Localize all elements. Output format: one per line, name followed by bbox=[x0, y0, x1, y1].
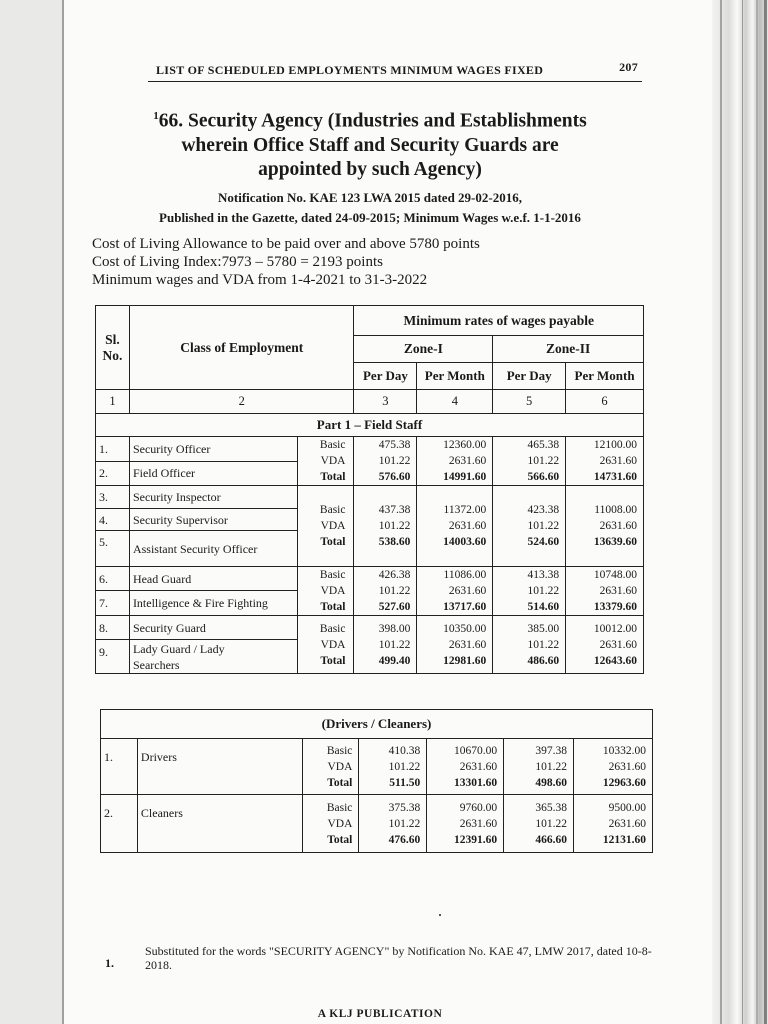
wages-table-field-staff bbox=[95, 305, 644, 674]
drivers-cleaners-title: (Drivers / Cleaners) bbox=[101, 710, 653, 739]
employment-class: Head Guard bbox=[129, 567, 297, 591]
employment-class: Intelligence & Fire Fighting bbox=[129, 591, 297, 616]
row-sl: 2. bbox=[101, 795, 138, 853]
wage-labels: Basic VDA Total bbox=[303, 739, 359, 795]
z2-per-day: 397.38 101.22 498.60 bbox=[504, 739, 574, 795]
header-zone-2: Zone-II bbox=[493, 336, 644, 363]
z1-per-day: 475.38 101.22 576.60 bbox=[354, 437, 417, 486]
employment-class: Security Inspector bbox=[129, 486, 297, 509]
z2-per-month: 10748.00 2631.60 13379.60 bbox=[566, 567, 644, 616]
z1-per-day: 410.38 101.22 511.50 bbox=[359, 739, 427, 795]
col-number: 1 bbox=[96, 390, 130, 414]
header-minimum-rates: Minimum rates of wages payable bbox=[354, 306, 644, 336]
col-number: 6 bbox=[566, 390, 644, 414]
header-z1-per-month: Per Month bbox=[417, 363, 493, 390]
wages-table-drivers-cleaners bbox=[100, 709, 653, 853]
footnote-text: Substituted for the words "SECURITY AGENCY" by Notification No. KAE 47, LMW 2017, dated 10-8-2018. bbox=[145, 944, 652, 972]
title-line-2: wherein Office Staff and Security Guards are bbox=[181, 134, 559, 156]
title-footnote-ref: 1 bbox=[153, 110, 159, 122]
wage-labels: Basic VDA Total bbox=[303, 795, 359, 853]
header-z2-per-day: Per Day bbox=[493, 363, 566, 390]
employment-class: Lady Guard / Lady Searchers bbox=[129, 640, 297, 674]
col-number: 3 bbox=[354, 390, 417, 414]
header-rule bbox=[148, 81, 642, 82]
book-spine-edge bbox=[712, 0, 768, 1024]
wage-labels: Basic VDA Total bbox=[297, 486, 354, 567]
section-title bbox=[100, 104, 640, 182]
z1-per-month: 10350.00 2631.60 12981.60 bbox=[417, 616, 493, 674]
z1-per-month: 10670.00 2631.60 13301.60 bbox=[427, 739, 504, 795]
z2-per-day: 465.38 101.22 566.60 bbox=[493, 437, 566, 486]
employment-class: Security Officer bbox=[129, 437, 297, 462]
notification-block bbox=[100, 188, 640, 228]
z1-per-day: 437.38 101.22 538.60 bbox=[354, 486, 417, 567]
col-number: 4 bbox=[417, 390, 493, 414]
employment-class: Field Officer bbox=[129, 461, 297, 486]
row-sl: 1. bbox=[101, 739, 138, 795]
z1-per-day: 398.00 101.22 499.40 bbox=[354, 616, 417, 674]
row-sl: 7. bbox=[96, 591, 130, 616]
z2-per-day: 365.38 101.22 466.60 bbox=[504, 795, 574, 853]
header-z1-per-day: Per Day bbox=[354, 363, 417, 390]
z1-per-month: 12360.00 2631.60 14991.60 bbox=[417, 437, 493, 486]
header-class-of-employment: Class of Employment bbox=[129, 306, 354, 390]
row-sl: 3. bbox=[96, 486, 130, 509]
row-sl: 1. bbox=[96, 437, 130, 462]
col-number: 5 bbox=[493, 390, 566, 414]
z1-per-day: 426.38 101.22 527.60 bbox=[354, 567, 417, 616]
z1-per-month: 9760.00 2631.60 12391.60 bbox=[427, 795, 504, 853]
z2-per-month: 10012.00 2631.60 12643.60 bbox=[566, 616, 644, 674]
title-line-1: 66. Security Agency (Industries and Establishments bbox=[158, 110, 587, 132]
row-sl: 4. bbox=[96, 509, 130, 531]
row-sl: 5. bbox=[96, 531, 130, 567]
row-sl: 6. bbox=[96, 567, 130, 591]
header-zone-1: Zone-I bbox=[354, 336, 493, 363]
employment-class: Drivers bbox=[137, 739, 303, 795]
footnote-number: 1. bbox=[105, 956, 114, 970]
wage-labels: Basic VDA Total bbox=[297, 567, 354, 616]
intro-line-1: Cost of Living Allowance to be paid over and above 5780 points bbox=[92, 236, 480, 252]
title-line-3: appointed by such Agency) bbox=[258, 158, 482, 180]
z2-per-month: 11008.00 2631.60 13639.60 bbox=[566, 486, 644, 567]
z2-per-day: 385.00 101.22 486.60 bbox=[493, 616, 566, 674]
header-sl-no: Sl. No. bbox=[96, 306, 130, 390]
z2-per-day: 423.38 101.22 524.60 bbox=[493, 486, 566, 567]
z1-per-day: 375.38 101.22 476.60 bbox=[359, 795, 427, 853]
z2-per-day: 413.38 101.22 514.60 bbox=[493, 567, 566, 616]
z1-per-month: 11086.00 2631.60 13717.60 bbox=[417, 567, 493, 616]
intro-line-3: Minimum wages and VDA from 1-4-2021 to 31-3-2022 bbox=[92, 272, 428, 288]
page-left-edge bbox=[62, 0, 64, 1024]
part-1-title: Part 1 – Field Staff bbox=[96, 414, 644, 437]
row-sl: 9. bbox=[96, 640, 130, 674]
row-sl: 2. bbox=[96, 461, 130, 486]
intro-text bbox=[92, 235, 652, 289]
z2-per-month: 10332.00 2631.60 12963.60 bbox=[574, 739, 653, 795]
speck bbox=[439, 914, 441, 916]
intro-line-2: Cost of Living Index:7973 – 5780 = 2193 points bbox=[92, 254, 383, 270]
z2-per-month: 9500.00 2631.60 12131.60 bbox=[574, 795, 653, 853]
publisher-footer: A KLJ PUBLICATION bbox=[317, 1008, 443, 1020]
row-sl: 8. bbox=[96, 616, 130, 640]
notification-line-1: Notification No. KAE 123 LWA 2015 dated 29-02-2016, bbox=[218, 190, 522, 205]
employment-class: Cleaners bbox=[137, 795, 303, 853]
page-number: 207 bbox=[619, 60, 638, 74]
wage-labels: Basic VDA Total bbox=[297, 616, 354, 674]
notification-line-2: Published in the Gazette, dated 24-09-2015; Minimum Wages w.e.f. 1-1-2016 bbox=[159, 210, 581, 225]
running-title: LIST OF SCHEDULED EMPLOYMENTS MINIMUM WAGES FIXED bbox=[156, 63, 544, 77]
wage-labels: Basic VDA Total bbox=[297, 437, 354, 486]
employment-class: Security Supervisor bbox=[129, 509, 297, 531]
employment-class: Security Guard bbox=[129, 616, 297, 640]
z2-per-month: 12100.00 2631.60 14731.60 bbox=[566, 437, 644, 486]
col-number: 2 bbox=[129, 390, 354, 414]
z1-per-month: 11372.00 2631.60 14003.60 bbox=[417, 486, 493, 567]
header-z2-per-month: Per Month bbox=[566, 363, 644, 390]
employment-class: Assistant Security Officer bbox=[129, 531, 297, 567]
